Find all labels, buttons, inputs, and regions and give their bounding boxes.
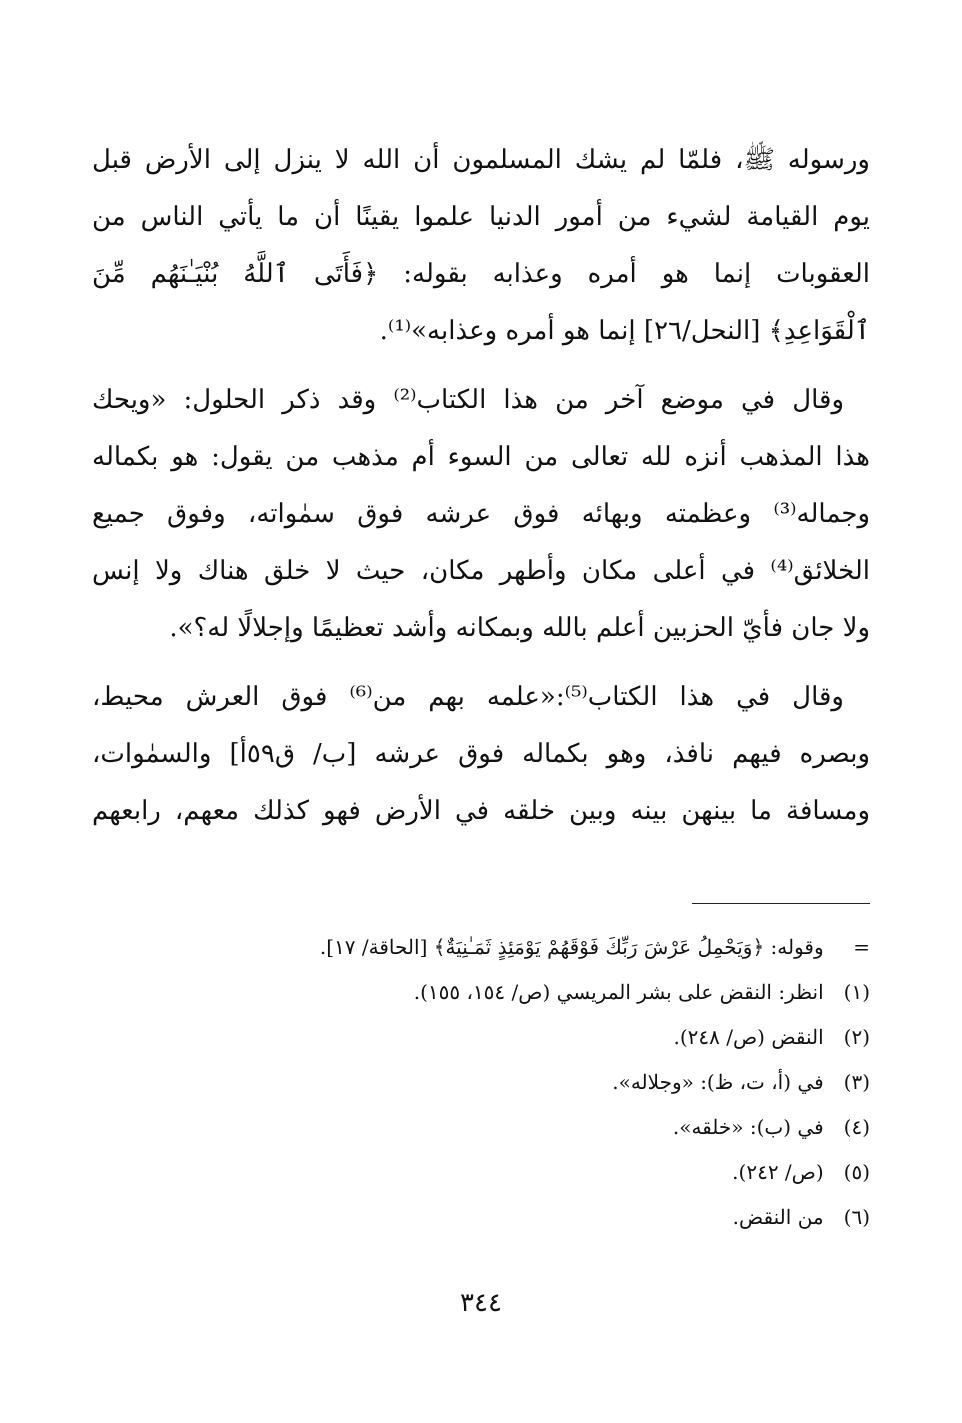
- footnote-item: [92, 1195, 870, 1240]
- footnote-number: (٦): [843, 1205, 870, 1229]
- page-number: ٣٤٤: [460, 1288, 502, 1318]
- footnote-number: =: [853, 935, 870, 959]
- footnote-item: [92, 1015, 870, 1060]
- text-line: وبصره فيهم نافذ، وهو بكماله فوق عرشه [ب/ ق٥٩أ] والسمٰوات،: [92, 739, 870, 769]
- paragraph-3: [92, 669, 870, 840]
- text-line: الخلائق⁽⁴⁾ في أعلى مكان وأطهر مكان، حيث لا خلق هناك ولا إنس: [92, 556, 870, 586]
- footnote-text: في (أ، ت، ظ): «وجلاله».: [612, 1070, 824, 1094]
- paragraph-1: [92, 132, 870, 360]
- text-line: وقال في هذا الكتاب⁽⁵⁾:«علمه بهم من⁽⁶⁾ فوق العرش محيط،: [92, 682, 844, 712]
- footnote-text: (ص/ ٢٤٢).: [732, 1160, 824, 1184]
- footnote-item: [92, 970, 870, 1015]
- text-line: العقوبات إنما هو أمره وعذابه بقوله: ﴿فَأَتَى ٱللَّهُ بُنْيَـٰنَهُم مِّنَ: [92, 259, 870, 289]
- footnote-item: [92, 1105, 870, 1150]
- text-line: هذا المذهب أنزه لله تعالى من السوء أم مذهب من يقول: هو بكماله: [92, 442, 870, 472]
- text-line: يوم القيامة لشيء من أمور الدنيا علموا يقينًا أن ما يأتي الناس من: [92, 202, 870, 232]
- footnote-number: (٥): [843, 1160, 870, 1184]
- footnote-number: (٤): [843, 1115, 870, 1139]
- main-text: [92, 132, 870, 852]
- footnote-divider: [692, 903, 870, 904]
- text-line: ومسافة ما بينهن بينه وبين خلقه في الأرض فهو كذلك معهم، رابعهم: [92, 796, 870, 826]
- text-line: ٱلْقَوَاعِدِ﴾ [النحل/٢٦] إنما هو أمره وعذابه»⁽¹⁾.: [379, 316, 870, 346]
- footnotes: [92, 925, 870, 1240]
- text-line: وقال في موضع آخر من هذا الكتاب⁽²⁾ وقد ذكر الحلول: «ويحك: [92, 385, 845, 415]
- footnote-text: في (ب): «خلقه».: [672, 1115, 824, 1139]
- footnote-number: (١): [843, 980, 870, 1004]
- paragraph-2: [92, 372, 870, 657]
- footnote-text: من النقض.: [732, 1205, 824, 1229]
- footnote-item: [92, 1150, 870, 1195]
- footnote-text: وقوله: ﴿وَيَحْمِلُ عَرْشَ رَبِّكَ فَوْقَهُمْ يَوْمَئِذٍ ثَمَـٰنِيَةٌ﴾ [الحاقة/ ١٧].: [319, 935, 824, 959]
- footnote-text: النقض (ص/ ٢٤٨).: [673, 1025, 824, 1049]
- footnote-item: [92, 925, 870, 970]
- footnote-item: [92, 1060, 870, 1105]
- text-line: ولا جان فأيّ الحزبين أعلم بالله وبمكانه وأشد تعظيمًا وإجلالًا له؟».: [169, 613, 870, 643]
- text-line: وجماله⁽³⁾ وعظمته وبهائه فوق عرشه فوق سمٰواته، وفوق جميع: [92, 499, 870, 529]
- text-line: ورسوله ﷺ، فلمّا لم يشك المسلمون أن الله لا ينزل إلى الأرض قبل: [92, 145, 870, 175]
- footnote-number: (٢): [843, 1025, 870, 1049]
- footnote-text: انظر: النقض على بشر المريسي (ص/ ١٥٤، ١٥٥).: [413, 980, 824, 1004]
- footnote-number: (٣): [843, 1070, 870, 1094]
